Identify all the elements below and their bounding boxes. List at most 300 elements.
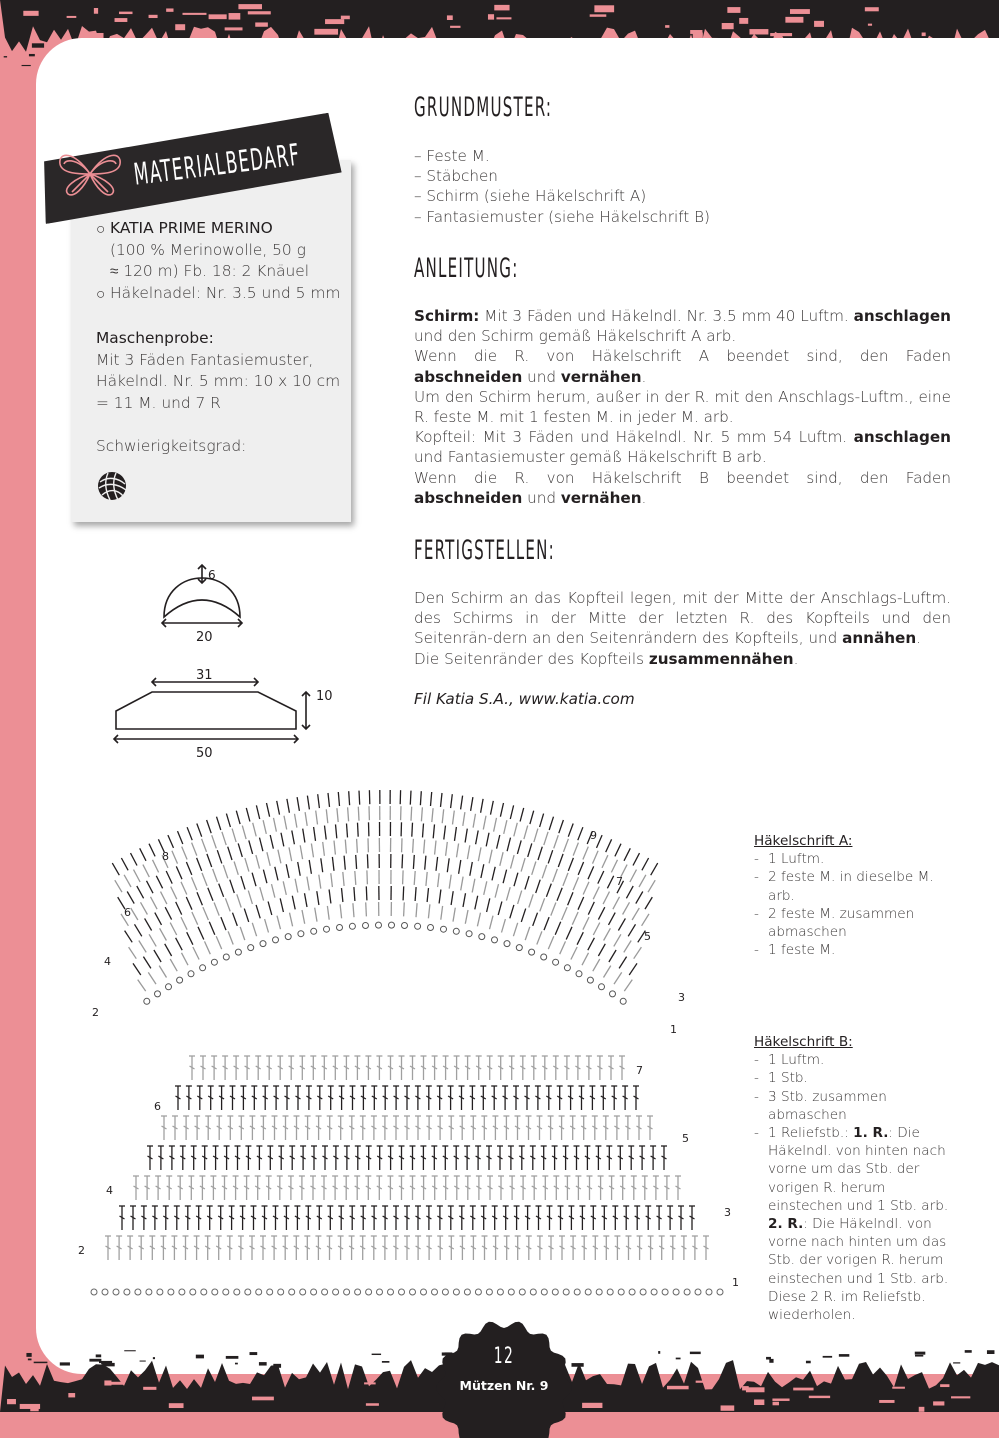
double-crochet-stitch (233, 1056, 239, 1080)
single-crochet-stitch (156, 876, 162, 889)
single-crochet-stitch (263, 870, 267, 884)
single-crochet-stitch (357, 839, 358, 853)
single-crochet-stitch (424, 840, 425, 854)
double-crochet-stitch (404, 1236, 410, 1260)
single-crochet-stitch (473, 814, 475, 828)
chain-stitch (322, 1289, 328, 1295)
single-crochet-stitch (513, 923, 517, 936)
dim-bottom-width: 50 (196, 746, 213, 761)
single-crochet-stitch (267, 852, 270, 866)
gauge-title: Maschenprobe: (96, 328, 346, 350)
single-crochet-stitch (182, 847, 187, 860)
single-crochet-stitch (477, 913, 480, 927)
double-crochet-stitch (656, 1206, 662, 1230)
single-crochet-stitch (256, 905, 260, 918)
single-crochet-stitch (504, 820, 507, 834)
anleitung-paragraph: Wenn die R. von Häkelschrift A beendet sind, den Faden abschneiden und vernähen. (414, 346, 951, 386)
single-crochet-stitch (628, 924, 635, 936)
single-crochet-stitch (432, 808, 433, 822)
double-crochet-stitch (548, 1116, 554, 1140)
double-crochet-stitch (305, 1116, 311, 1140)
single-crochet-stitch (636, 892, 643, 904)
single-crochet-stitch (212, 835, 217, 848)
chain-stitch (311, 1289, 317, 1295)
single-crochet-stitch (274, 818, 277, 832)
double-crochet-stitch (222, 1176, 228, 1200)
double-crochet-stitch (579, 1086, 585, 1110)
single-crochet-stitch (153, 860, 159, 873)
double-crochet-stitch (238, 1236, 244, 1260)
single-crochet-stitch (524, 826, 528, 840)
double-crochet-stitch (299, 1176, 305, 1200)
double-crochet-stitch (288, 1056, 294, 1080)
single-crochet-stitch (193, 947, 199, 960)
single-crochet-stitch (486, 833, 489, 847)
chain-stitch (366, 1289, 372, 1295)
single-crochet-stitch (323, 842, 325, 856)
single-crochet-stitch (319, 875, 321, 889)
double-crochet-stitch (437, 1086, 443, 1110)
double-crochet-stitch (338, 1206, 344, 1230)
single-crochet-stitch (181, 882, 187, 895)
single-crochet-stitch (298, 862, 301, 876)
single-crochet-stitch (598, 871, 604, 884)
single-crochet-stitch (182, 953, 189, 965)
single-crochet-stitch (275, 867, 278, 881)
single-crochet-stitch (562, 907, 568, 920)
double-crochet-stitch (603, 1236, 609, 1260)
double-crochet-stitch (703, 1236, 709, 1260)
double-crochet-stitch (127, 1236, 133, 1260)
double-crochet-stitch (277, 1056, 283, 1080)
double-crochet-stitch (410, 1056, 416, 1080)
single-crochet-stitch (520, 808, 524, 822)
single-crochet-stitch (154, 950, 161, 962)
double-crochet-stitch (116, 1236, 122, 1260)
double-crochet-stitch (469, 1086, 475, 1110)
single-crochet-stitch (216, 936, 222, 949)
chain-stitch (234, 1289, 240, 1295)
chain-stitch (574, 1289, 580, 1295)
double-crochet-stitch (597, 1056, 603, 1080)
single-crochet-stitch (337, 808, 338, 822)
single-crochet-stitch (642, 914, 649, 926)
double-crochet-stitch (155, 1176, 161, 1200)
single-crochet-stitch (176, 902, 182, 915)
yarn-detail-1: (100 % Merinowolle, 50 g (96, 240, 346, 262)
single-crochet-stitch (147, 881, 154, 893)
double-crochet-stitch (133, 1176, 139, 1200)
single-crochet-stitch (334, 841, 335, 855)
single-crochet-stitch (645, 897, 652, 909)
single-crochet-stitch (503, 870, 507, 884)
single-crochet-stitch (651, 863, 658, 875)
single-crochet-stitch (143, 865, 149, 878)
chain-stitch (610, 991, 616, 997)
single-crochet-stitch (553, 869, 558, 882)
double-crochet-stitch (355, 1146, 361, 1170)
double-crochet-stitch (553, 1176, 559, 1200)
double-crochet-stitch (260, 1116, 266, 1140)
double-crochet-stitch (415, 1086, 421, 1110)
single-crochet-stitch (465, 910, 468, 924)
row-number: 7 (636, 1064, 643, 1077)
double-crochet-stitch (675, 1176, 681, 1200)
double-crochet-stitch (382, 1236, 388, 1260)
single-crochet-stitch (604, 966, 611, 978)
single-crochet-stitch (593, 923, 600, 935)
single-crochet-stitch (607, 876, 613, 889)
double-crochet-stitch (349, 1206, 355, 1230)
double-crochet-stitch (130, 1206, 136, 1230)
grundmuster-item: – Schirm (siehe Häkelschrift A) (414, 186, 954, 206)
double-crochet-stitch (230, 1086, 236, 1110)
single-crochet-stitch (245, 858, 249, 872)
double-crochet-stitch (349, 1236, 355, 1260)
double-crochet-stitch (197, 1086, 203, 1110)
double-crochet-stitch (169, 1146, 175, 1170)
chain-stitch (684, 1289, 690, 1295)
single-crochet-stitch (476, 831, 479, 845)
single-crochet-stitch (207, 820, 212, 833)
double-crochet-stitch (480, 1086, 486, 1110)
single-crochet-stitch (604, 928, 611, 940)
double-crochet-stitch (388, 1146, 394, 1170)
chain-stitch (102, 1289, 108, 1295)
single-crochet-stitch (481, 864, 484, 878)
single-crochet-stitch (286, 864, 289, 878)
single-crochet-stitch (263, 820, 266, 834)
double-crochet-stitch (249, 1236, 255, 1260)
single-crochet-stitch (328, 793, 330, 807)
double-crochet-stitch (459, 1086, 465, 1110)
single-crochet-stitch (529, 894, 533, 907)
double-crochet-stitch (415, 1206, 421, 1230)
double-crochet-stitch (617, 1146, 623, 1170)
double-crochet-stitch (626, 1236, 632, 1260)
single-crochet-stitch (588, 866, 594, 879)
crochet-chart-a (80, 775, 700, 1040)
double-crochet-stitch (595, 1146, 601, 1170)
single-crochet-stitch (598, 907, 604, 919)
double-crochet-stitch (634, 1206, 640, 1230)
double-crochet-stitch (525, 1206, 531, 1230)
single-crochet-stitch (431, 792, 432, 806)
single-crochet-stitch (471, 797, 473, 811)
fertigstellen-heading: FERTIGSTELLEN: (414, 535, 555, 566)
single-crochet-stitch (217, 817, 221, 830)
double-crochet-stitch (625, 1116, 631, 1140)
hat-schematic (100, 555, 340, 765)
double-crochet-stitch (559, 1116, 565, 1140)
double-crochet-stitch (481, 1206, 487, 1230)
double-crochet-stitch (354, 1176, 360, 1200)
double-crochet-stitch (592, 1116, 598, 1140)
chain-stitch (441, 926, 447, 932)
double-crochet-stitch (310, 1056, 316, 1080)
single-crochet-stitch (568, 824, 573, 837)
chain-stitch (552, 1289, 558, 1295)
double-crochet-stitch (322, 1146, 328, 1170)
single-crochet-stitch (461, 877, 463, 891)
single-crochet-stitch (426, 872, 427, 886)
chain-stitch (585, 1289, 591, 1295)
single-crochet-stitch (129, 947, 137, 959)
single-crochet-stitch (648, 880, 655, 892)
single-crochet-stitch (332, 857, 334, 871)
single-crochet-stitch (514, 873, 518, 887)
single-crochet-stitch (187, 827, 192, 840)
single-crochet-stitch (475, 896, 478, 910)
single-crochet-stitch (198, 927, 204, 940)
material-list (96, 218, 346, 304)
double-crochet-stitch (503, 1116, 509, 1140)
double-crochet-stitch (138, 1236, 144, 1260)
chain-stitch (563, 1289, 569, 1295)
double-crochet-stitch (310, 1176, 316, 1200)
chain-stitch (157, 1289, 163, 1295)
legend-a (754, 832, 954, 959)
single-crochet-stitch (502, 919, 506, 932)
bullet-circle-icon: ○ (96, 219, 105, 241)
double-crochet-stitch (343, 1056, 349, 1080)
double-crochet-stitch (183, 1116, 189, 1140)
double-crochet-stitch (273, 1206, 279, 1230)
single-crochet-stitch (307, 877, 309, 891)
single-crochet-stitch (540, 898, 545, 911)
single-crochet-stitch (517, 840, 521, 854)
chain-stitch (541, 954, 547, 960)
single-crochet-stitch (315, 908, 317, 922)
single-crochet-stitch (571, 947, 577, 960)
row-number: 6 (124, 906, 131, 919)
chain-stitch (576, 971, 582, 977)
chain-stitch (168, 1289, 174, 1295)
chain-stitch (479, 934, 485, 940)
single-crochet-stitch (629, 963, 637, 975)
single-crochet-stitch (447, 858, 449, 872)
legend-a-item: - 1 feste M. (754, 941, 954, 959)
double-crochet-stitch (272, 1116, 278, 1140)
chain-stitch (475, 1289, 481, 1295)
double-crochet-stitch (219, 1086, 225, 1110)
single-crochet-stitch (614, 972, 622, 984)
single-crochet-stitch (506, 887, 510, 900)
double-crochet-stitch (568, 1206, 574, 1230)
double-crochet-stitch (163, 1206, 169, 1230)
single-crochet-stitch (207, 854, 212, 867)
chain-stitch (248, 945, 254, 951)
chain-stitch (402, 923, 408, 929)
double-crochet-stitch (650, 1146, 656, 1170)
double-crochet-stitch (205, 1236, 211, 1260)
double-crochet-stitch (508, 1146, 514, 1170)
single-crochet-stitch (256, 805, 259, 819)
single-crochet-stitch (159, 966, 166, 978)
single-crochet-stitch (481, 799, 484, 813)
double-crochet-stitch (432, 1176, 438, 1200)
single-crochet-stitch (588, 938, 595, 950)
row-number: 7 (616, 875, 623, 888)
single-crochet-stitch (112, 863, 119, 875)
hook-size: Häkelnadel: Nr. 3.5 und 5 mm (110, 284, 340, 302)
double-crochet-stitch (497, 1146, 503, 1170)
single-crochet-stitch (127, 892, 134, 904)
chain-stitch (640, 1289, 646, 1295)
double-crochet-stitch (454, 1056, 460, 1080)
row-number: 5 (682, 1132, 689, 1145)
single-crochet-stitch (140, 848, 146, 861)
double-crochet-stitch (639, 1146, 645, 1170)
double-crochet-stitch (459, 1206, 465, 1230)
chain-stitch (587, 977, 593, 983)
page-number: 12 (454, 1344, 555, 1369)
chain-stitch (188, 971, 194, 977)
single-crochet-stitch (436, 857, 438, 871)
single-crochet-stitch (205, 941, 211, 954)
gauge-block (96, 328, 346, 414)
double-crochet-stitch (531, 1056, 537, 1080)
double-crochet-stitch (171, 1236, 177, 1260)
single-crochet-stitch (583, 917, 589, 930)
double-crochet-stitch (442, 1146, 448, 1170)
double-crochet-stitch (537, 1236, 543, 1260)
double-crochet-stitch (536, 1206, 542, 1230)
grundmuster-heading: GRUNDMUSTER: (414, 92, 552, 123)
single-crochet-stitch (268, 902, 272, 916)
double-crochet-stitch (216, 1236, 222, 1260)
chain-stitch (599, 984, 605, 990)
single-crochet-stitch (544, 832, 548, 845)
single-crochet-stitch (602, 855, 608, 868)
single-crochet-stitch (597, 835, 603, 848)
single-crochet-stitch (256, 855, 260, 869)
double-crochet-stitch (519, 1146, 525, 1170)
double-crochet-stitch (196, 1206, 202, 1230)
single-crochet-stitch (573, 843, 578, 856)
double-crochet-stitch (202, 1146, 208, 1170)
single-crochet-stitch (441, 793, 443, 807)
row-number: 6 (154, 1100, 161, 1113)
double-crochet-stitch (437, 1236, 443, 1260)
single-crochet-stitch (280, 898, 283, 912)
double-crochet-stitch (631, 1176, 637, 1200)
double-crochet-stitch (211, 1056, 217, 1080)
single-crochet-stitch (578, 827, 583, 840)
chain-stitch (166, 984, 172, 990)
single-crochet-stitch (521, 858, 525, 872)
double-crochet-stitch (421, 1176, 427, 1200)
single-crochet-stitch (611, 860, 617, 873)
double-crochet-stitch (603, 1116, 609, 1140)
double-crochet-stitch (515, 1236, 521, 1260)
single-crochet-stitch (507, 838, 510, 852)
double-crochet-stitch (399, 1056, 405, 1080)
double-crochet-stitch (360, 1086, 366, 1110)
double-crochet-stitch (306, 1086, 312, 1110)
single-crochet-stitch (260, 838, 263, 852)
single-crochet-stitch (203, 907, 209, 920)
single-crochet-stitch (347, 824, 348, 838)
chain-stitch (492, 937, 498, 943)
chain-stitch (504, 941, 510, 947)
single-crochet-stitch (133, 963, 141, 975)
double-crochet-stitch (333, 1146, 339, 1170)
single-crochet-stitch (277, 916, 281, 930)
double-crochet-stitch (600, 1086, 606, 1110)
dim-visor-depth: 6 (208, 568, 216, 582)
single-crochet-stitch (410, 791, 411, 805)
single-crochet-stitch (514, 823, 518, 837)
chain-stitch (212, 1289, 218, 1295)
single-crochet-stitch (236, 811, 240, 824)
legend-a-title: Häkelschrift A: (754, 832, 954, 850)
single-crochet-stitch (355, 871, 356, 885)
single-crochet-stitch (497, 835, 500, 849)
single-crochet-stitch (292, 831, 295, 845)
double-crochet-stitch (426, 1086, 432, 1110)
double-crochet-stitch (366, 1146, 372, 1170)
single-crochet-stitch (478, 847, 481, 861)
single-crochet-stitch (233, 913, 238, 926)
single-crochet-stitch (187, 932, 193, 945)
single-crochet-stitch (618, 918, 625, 930)
chain-stitch (344, 1289, 350, 1295)
chain-stitch (349, 923, 355, 929)
single-crochet-stitch (435, 841, 436, 855)
single-crochet-stitch (170, 923, 177, 935)
chain-stitch (453, 1289, 459, 1295)
chain-stitch (337, 925, 343, 931)
anleitung-paragraph: Kopfteil: Mit 3 Fäden und Häkelndl. Nr. 5 mm 54 Luftm. anschlagen und Fantasiemuster gemäß Häkelschrift B arb. (414, 427, 951, 467)
single-crochet-stitch (242, 826, 246, 840)
single-crochet-stitch (413, 839, 414, 853)
chain-stitch (662, 1289, 668, 1295)
double-crochet-stitch (332, 1176, 338, 1200)
single-crochet-stitch (197, 892, 202, 905)
double-crochet-stitch (513, 1086, 519, 1110)
double-crochet-stitch (315, 1236, 321, 1260)
double-crochet-stitch (476, 1056, 482, 1080)
double-crochet-stitch (382, 1206, 388, 1230)
single-crochet-stitch (342, 888, 343, 902)
double-crochet-stitch (520, 1176, 526, 1200)
single-crochet-stitch (441, 906, 443, 920)
row-number: 3 (678, 991, 685, 1004)
double-crochet-stitch (172, 1116, 178, 1140)
single-crochet-stitch (230, 880, 235, 893)
double-crochet-stitch (393, 1116, 399, 1140)
chain-stitch (333, 1289, 339, 1295)
double-crochet-stitch (648, 1236, 654, 1260)
double-crochet-stitch (360, 1236, 366, 1260)
single-crochet-stitch (331, 873, 333, 887)
single-crochet-stitch (588, 902, 594, 915)
double-crochet-stitch (509, 1176, 515, 1200)
single-crochet-stitch (446, 842, 448, 856)
double-crochet-stitch (535, 1086, 541, 1110)
row-number: 2 (78, 1244, 85, 1257)
single-crochet-stitch (542, 865, 547, 878)
double-crochet-stitch (185, 1206, 191, 1230)
double-crochet-stitch (559, 1236, 565, 1260)
single-crochet-stitch (316, 811, 318, 825)
double-crochet-stitch (294, 1206, 300, 1230)
double-crochet-stitch (238, 1116, 244, 1140)
double-crochet-stitch (227, 1236, 233, 1260)
single-crochet-stitch (300, 845, 302, 859)
single-crochet-stitch (402, 854, 403, 868)
